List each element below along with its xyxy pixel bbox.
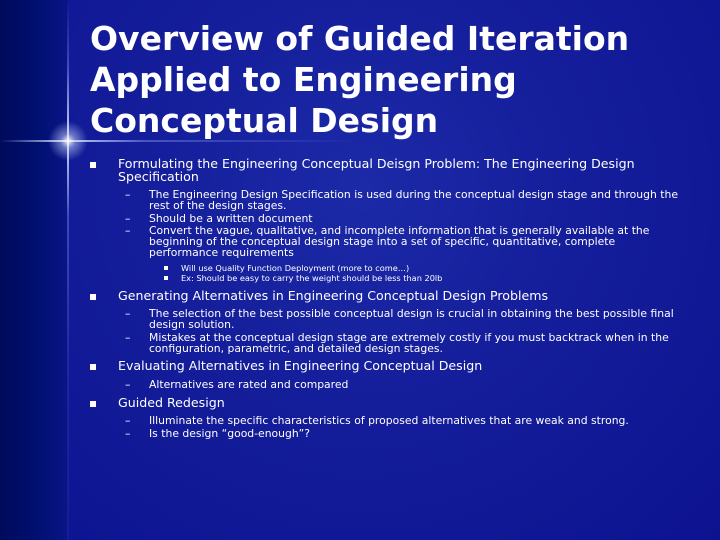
square-bullet-icon [90,294,96,300]
subbullet-illuminate [90,416,680,427]
dash-bullet: – [125,188,131,201]
dash-bullet: – [125,211,131,225]
subsubbullet-text: Will use Quality Function Deployment (more to come…) [181,262,410,273]
subsubbullet-example [90,273,680,284]
square-bullet-icon [90,162,96,168]
title-line-1: Overview of Guided Iteration [90,19,630,58]
subbullet-text: Mistakes at the conceptual design stage are extremely costly if you must backtrack when in the configuration, parametric, and detailed design stages. [149,330,669,355]
bullet-text: Evaluating Alternatives in Engineering Conceptual Design [118,358,483,374]
dash-bullet: – [125,224,131,238]
star-flare-vertical [67,0,69,540]
square-bullet-icon [164,276,168,280]
subbullet-best-selection [90,309,680,331]
subsubbullet-qfd [90,263,680,274]
subsubbullet-text: Ex: Should be easy to carry the weight should be less than 20lb [181,273,443,284]
subbullet-text: Illuminate the specific characteristics of proposed alternatives that are weak and strong. [149,414,629,428]
subbullet-eds-usage [90,190,680,212]
bullet-formulating [90,158,680,183]
subbullet-text: Convert the vague, qualitative, and incomplete information that is generally available at the beginning of the conceptual design stage into a set of specific, quantitative, complete performance requirements [149,224,650,259]
background-left-band [0,0,68,540]
dash-bullet: – [125,307,131,321]
bullet-text: Generating Alternatives in Engineering Conceptual Design Problems [118,287,549,303]
slide-body [90,158,680,440]
dash-bullet: – [125,330,131,344]
square-bullet-icon [164,266,168,270]
bullet-guided-redesign [90,394,680,410]
bullet-text: Formulating the Engineering Conceptual Deisgn Problem: The Engineering Design Specification [118,156,635,184]
dash-bullet: – [125,377,131,391]
subbullet-text: Is the design “good-enough”? [149,427,311,441]
subbullet-written-document [90,211,680,225]
bullet-evaluating [90,360,680,373]
subbullet-text: Should be a written document [149,211,313,225]
subbullet-good-enough [90,429,680,440]
dash-bullet: – [125,427,131,441]
bullet-generating [90,287,680,303]
bullet-text: Guided Redesign [118,394,225,410]
title-line-3: Conceptual Design [90,101,439,140]
dash-bullet: – [125,414,131,428]
subbullet-convert-information [90,226,680,258]
square-bullet-icon [90,401,96,407]
subbullet-text: The Engineering Design Specification is used during the conceptual design stage and through the rest of the design stages. [149,188,678,212]
slide-title [90,18,690,141]
subbullet-text: The selection of the best possible conceptual design is crucial in obtaining the best possible final design solution. [149,307,674,332]
star-glow-icon [48,121,88,161]
subbullet-mistakes-costly [90,330,680,355]
subbullet-rated-compared [90,377,680,391]
subbullet-text: Alternatives are rated and compared [149,377,349,391]
title-line-2: Applied to Engineering [90,60,517,99]
square-bullet-icon [90,364,96,370]
